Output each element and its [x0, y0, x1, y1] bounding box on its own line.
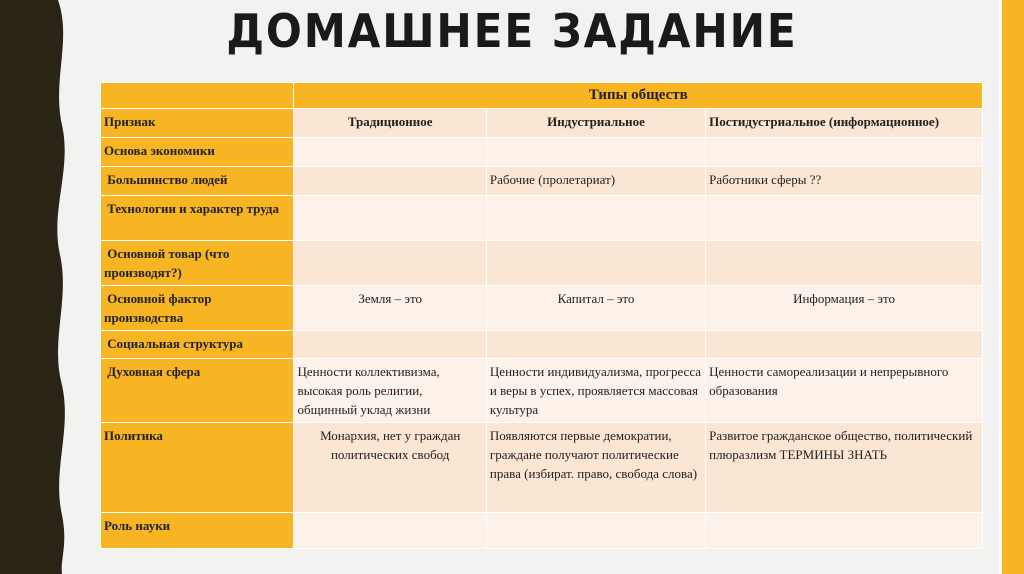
row-label: Роль науки [101, 513, 294, 549]
row-label: Духовная сфера [101, 359, 294, 423]
table-cell [294, 196, 486, 241]
table-cell [486, 196, 705, 241]
table-row [101, 241, 983, 286]
table-cell: Ценности самореализации и непрерывного образования [706, 359, 983, 423]
table-cell: Рабочие (пролетариат) [486, 167, 705, 196]
table-cell [706, 196, 983, 241]
table-cell [486, 138, 705, 167]
table-cell: Капитал – это [486, 286, 705, 331]
page-title: ДОМАШНЕЕ ЗАДАНИЕ [226, 4, 798, 58]
table-cell: Информация – это [706, 286, 983, 331]
table-group-header-row [101, 83, 983, 109]
table-row [101, 167, 983, 196]
row-label: Основной фактор производства [101, 286, 294, 331]
row-label: Основа экономики [101, 138, 294, 167]
table-cell [486, 331, 705, 359]
left-decorative-band [0, 0, 78, 574]
header-cell: Признак [101, 109, 294, 138]
row-label: Политика [101, 423, 294, 513]
table-cell: Ценности индивидуализма, прогресса и веры в успех, проявляется массовая культура [486, 359, 705, 423]
table-cell [294, 241, 486, 286]
table-row [101, 331, 983, 359]
right-accent-bar [1002, 0, 1024, 574]
table-cell [486, 241, 705, 286]
table-cell [294, 138, 486, 167]
table-cell [294, 513, 486, 549]
row-label: Технологии и характер труда [101, 196, 294, 241]
table-cell [486, 513, 705, 549]
header-cell: Постидустриальное (информационное) [706, 109, 983, 138]
table-cell: Земля – это [294, 286, 486, 331]
table-cell [706, 138, 983, 167]
row-label: Большинство людей [101, 167, 294, 196]
header-cell: Традиционное [294, 109, 486, 138]
wavy-border-shape [0, 0, 65, 574]
table-cell: Монархия, нет у граждан политических свобод [294, 423, 486, 513]
group-header: Типы обществ [294, 83, 983, 109]
row-label: Основной товар (что производят?) [101, 241, 294, 286]
table-row [101, 138, 983, 167]
header-cell: Индустриальное [486, 109, 705, 138]
table-cell [706, 513, 983, 549]
comparison-table [100, 82, 983, 549]
wavy-border [0, 0, 78, 574]
empty-corner-cell [101, 83, 294, 109]
table-cell: Развитое гражданское общество, политический плюразлизм ТЕРМИНЫ ЗНАТЬ [706, 423, 983, 513]
table-row [101, 513, 983, 549]
table-cell: Ценности коллективизма, высокая роль религии, общинный уклад жизни [294, 359, 486, 423]
table-row [101, 286, 983, 331]
table-cell: Появляются первые демократии, граждане получают политические права (избират. право, свобода слова) [486, 423, 705, 513]
table-header-row [101, 109, 983, 138]
row-label: Социальная структура [101, 331, 294, 359]
table-cell [706, 241, 983, 286]
table-row [101, 423, 983, 513]
table-cell: Работники сферы ?? [706, 167, 983, 196]
table-row [101, 359, 983, 423]
table-cell [294, 167, 486, 196]
table-row [101, 196, 983, 241]
table-cell [706, 331, 983, 359]
table-cell [294, 331, 486, 359]
